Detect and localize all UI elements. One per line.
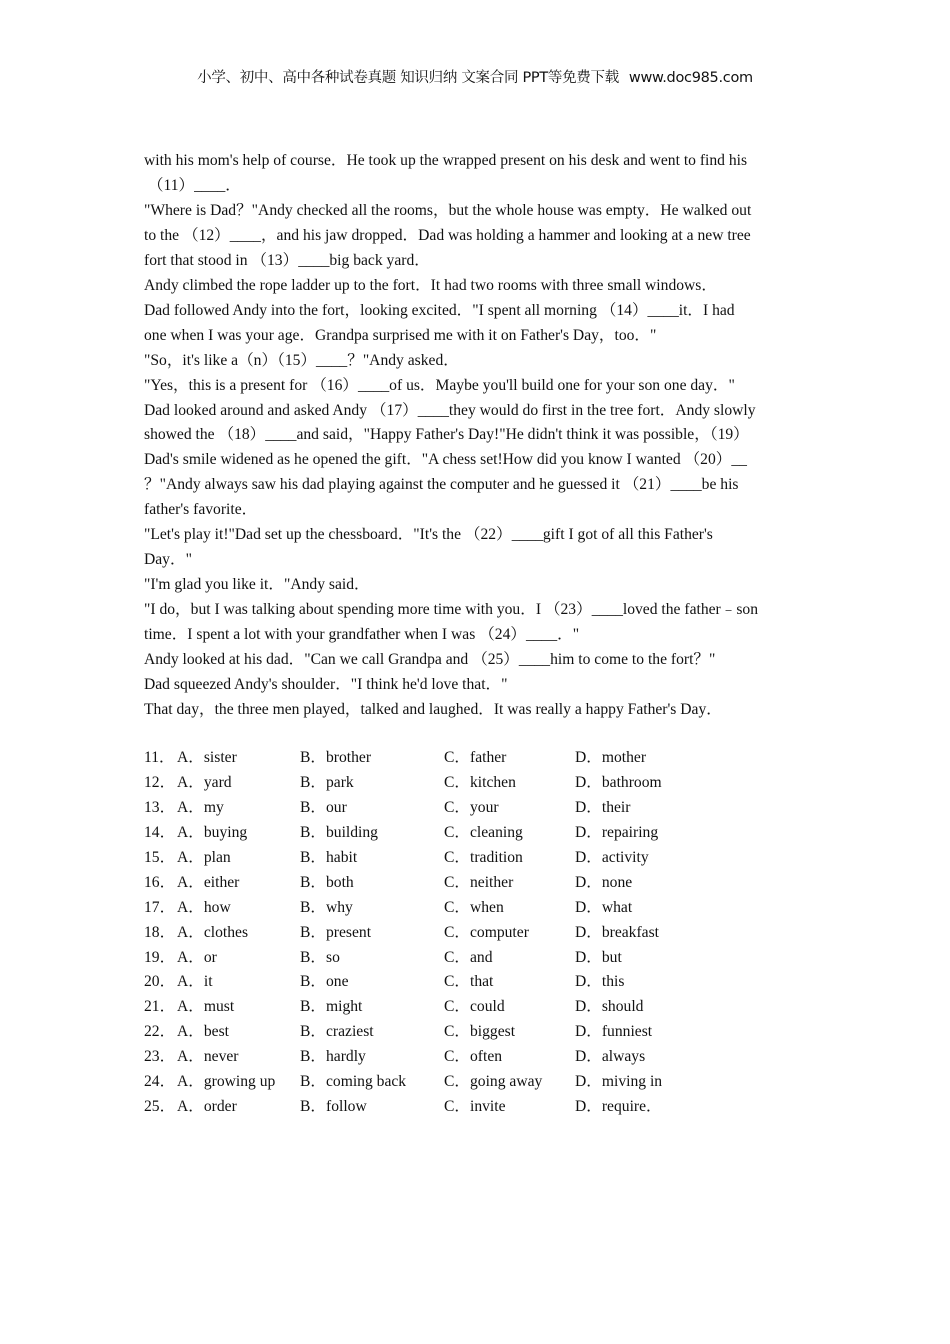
question-number: 11．: [144, 749, 175, 766]
passage-line: "Let's play it!"Dad set up the chessboard．"It's the （22）____gift I got of all this Father's: [144, 526, 713, 544]
option-d: D．bathroom: [575, 773, 662, 791]
option-c: C．neither: [444, 873, 514, 891]
option-a: A．either: [177, 873, 240, 891]
option-d: D．their: [575, 798, 631, 816]
passage-line: one when I was your age．Grandpa surprised me with it on Father's Day，too．": [144, 326, 657, 344]
option-d: D．require．: [575, 1098, 662, 1116]
passage-line: Andy looked at his dad．"Can we call Grandpa and （25）____him to come to the fort？": [144, 651, 716, 669]
question-number: 22．: [144, 1023, 176, 1041]
option-c: C．biggest: [444, 1023, 516, 1041]
option-a: A．order: [177, 1098, 237, 1116]
question-number: 24．: [144, 1073, 176, 1091]
option-b: B．follow: [300, 1098, 367, 1116]
passage-line: Dad's smile widened as he opened the gift．"A chess set!How did you know I wanted （20）__: [144, 451, 747, 469]
option-a: A．it: [177, 973, 213, 991]
option-b: B．park: [300, 773, 354, 791]
option-b: B．habit: [300, 848, 358, 866]
question-number: 14．: [144, 823, 176, 841]
question-number: 23．: [144, 1048, 176, 1066]
option-c: C．father: [444, 749, 507, 766]
question-number: 21．: [144, 998, 176, 1016]
option-c: C．your: [444, 798, 499, 816]
passage-line: to the （12）____，and his jaw dropped．Dad was holding a hammer and looking at a new tree: [144, 226, 751, 244]
header-title: 小学、初中、高中各种试卷真题 知识归纳 文案合同 PPT等免费下载: [197, 70, 619, 86]
option-d: D．funniest: [575, 1023, 653, 1041]
question-number: 20．: [144, 973, 176, 991]
option-a: A．how: [177, 898, 231, 916]
option-c: C．when: [444, 898, 504, 916]
option-d: D．this: [575, 973, 625, 991]
passage-line: That day，the three men played，talked and laughed．It was really a happy Father's Day．: [144, 700, 722, 718]
option-c: C．that: [444, 973, 494, 991]
question-number: 19．: [144, 948, 176, 966]
passage-line: fort that stood in （13）____big back yard．: [144, 251, 430, 269]
passage-line: "I do，but I was talking about spending more time with you．I （23）____loved the father﹣son: [144, 601, 758, 619]
option-a: A．never: [177, 1048, 239, 1066]
option-a: A．plan: [177, 848, 231, 866]
passage-line: "I'm glad you like it．"Andy said．: [144, 576, 370, 594]
question-number: 15．: [144, 848, 176, 866]
passage-line: showed the （18）____and said，"Happy Father's Day!"He didn't think it was possible，（19）: [144, 426, 749, 444]
option-c: C．often: [444, 1048, 503, 1066]
question-number: 12．: [144, 773, 176, 791]
option-d: D．mother: [575, 749, 647, 766]
option-d: D．none: [575, 873, 633, 891]
option-a: A．must: [177, 998, 235, 1016]
option-d: D．always: [575, 1048, 646, 1066]
option-c: C．tradition: [444, 848, 523, 866]
option-c: C．could: [444, 998, 505, 1016]
passage-line: "Where is Dad？"Andy checked all the rooms，but the whole house was empty．He walked out: [144, 201, 752, 219]
passage-line: Dad followed Andy into the fort，looking excited．"I spent all morning （14）____it．I had: [144, 301, 735, 319]
passage-line: Day．": [144, 551, 192, 569]
question-number: 25．: [144, 1098, 176, 1116]
passage-line: Dad squeezed Andy's shoulder．"I think he'd love that．": [144, 676, 508, 694]
option-b: B．brother: [300, 749, 372, 766]
passage-line: ？"Andy always saw his dad playing against the computer and he guessed it （21）____be his: [144, 476, 739, 494]
passage-line: Andy climbed the rope ladder up to the fort．It had two rooms with three small windows．: [144, 276, 717, 294]
option-b: B．why: [300, 898, 353, 916]
header-url: www.doc985.com: [628, 70, 753, 86]
option-d: D．should: [575, 998, 644, 1016]
option-b: B．hardly: [300, 1048, 366, 1066]
passage-line: with his mom's help of course．He took up the wrapped present on his desk and went to find his: [144, 152, 748, 169]
page-header: [0, 66, 950, 87]
option-a: A．my: [177, 798, 224, 816]
option-b: B．our: [300, 798, 347, 816]
option-a: A．or: [177, 948, 217, 966]
option-b: B．both: [300, 873, 354, 891]
passage-line: father's favorite．: [144, 501, 258, 519]
option-d: D．breakfast: [575, 923, 659, 941]
option-d: D．repairing: [575, 823, 659, 841]
question-number: 17．: [144, 898, 176, 916]
option-a: A．buying: [177, 823, 248, 841]
passage-line: Dad looked around and asked Andy （17）____they would do first in the tree fort．Andy slowly: [144, 401, 756, 419]
option-c: C．computer: [444, 923, 529, 941]
option-d: D．but: [575, 948, 622, 966]
option-c: C．and: [444, 948, 493, 966]
option-c: C．kitchen: [444, 773, 516, 791]
question-number: 18．: [144, 923, 176, 941]
option-d: D．miving in: [575, 1073, 663, 1091]
passage-line: time．I spent a lot with your grandfather when I was （24）____．": [144, 626, 580, 644]
option-b: B．one: [300, 973, 349, 991]
option-b: B．coming back: [300, 1073, 407, 1091]
option-b: B．present: [300, 923, 372, 941]
option-a: A．sister: [177, 749, 237, 766]
option-c: C．going away: [444, 1073, 543, 1091]
option-b: B．building: [300, 823, 378, 841]
option-d: D．activity: [575, 848, 649, 866]
option-b: B．craziest: [300, 1023, 374, 1041]
option-a: A．yard: [177, 773, 232, 791]
passage-line: "So，it's like a（n）（15）____？"Andy asked．: [144, 351, 459, 369]
cloze-passage: [144, 149, 814, 723]
option-b: B．might: [300, 998, 363, 1016]
option-b: B．so: [300, 948, 340, 966]
passage-line: "Yes，this is a present for （16）____of us．Maybe you'll build one for your son one day．": [144, 376, 735, 394]
option-a: A．clothes: [177, 923, 249, 941]
question-number: 13．: [144, 798, 176, 816]
passage-line: （11）____．: [144, 176, 241, 194]
option-c: C．cleaning: [444, 823, 523, 841]
option-a: A．growing up: [177, 1073, 276, 1091]
option-d: D．what: [575, 898, 633, 916]
question-number: 16．: [144, 873, 176, 891]
option-a: A．best: [177, 1023, 229, 1041]
option-c: C．invite: [444, 1098, 506, 1116]
